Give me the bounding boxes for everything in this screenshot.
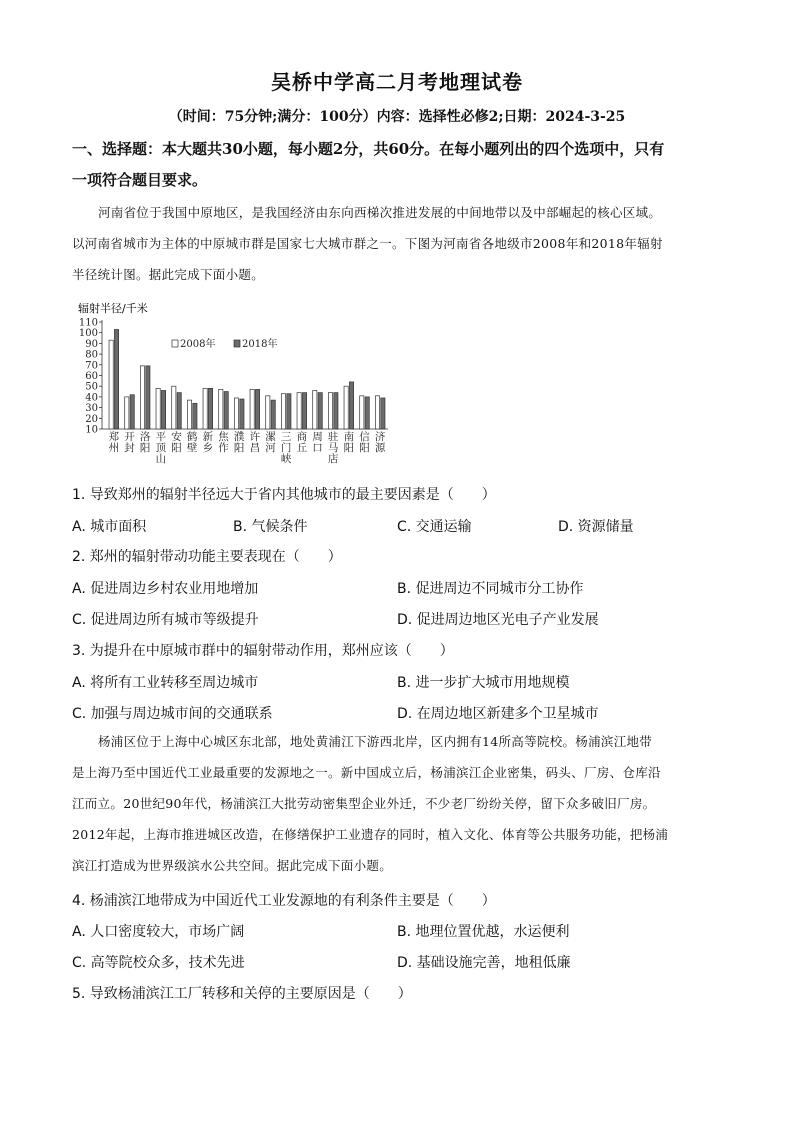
- question-1-stem: 1. 导致郑州的辐射半径远大于省内其他城市的最主要因素是（ ）: [72, 487, 496, 503]
- legend-swatch-0: [172, 340, 178, 347]
- question-3-option-d[interactable]: D. 在周边地区新建多个卫星城市: [397, 706, 599, 722]
- section-heading-line2: 一项符合题目要求。: [72, 171, 208, 189]
- x-tick-label-char: 新: [202, 431, 214, 443]
- bar-2018: [318, 393, 322, 429]
- bar-2018: [146, 366, 150, 429]
- bar-2018: [208, 388, 212, 429]
- bar-2018: [114, 329, 118, 429]
- question-2-option-c[interactable]: C. 促进周边所有城市等级提升: [72, 612, 259, 628]
- bar-2018: [130, 395, 134, 429]
- x-tick-label-char: 焦: [218, 431, 229, 443]
- bar-2008: [219, 389, 223, 429]
- bar-2008: [187, 400, 191, 429]
- passage2-line2: 是上海乃至中国近代工业最重要的发源地之一。新中国成立后，杨浦滨江企业密集，码头、厂房、仓库沿: [72, 765, 661, 780]
- x-tick-label-char: 鹤: [186, 431, 198, 443]
- exam-title: 吴桥中学高二月考地理试卷: [271, 70, 523, 94]
- bar-2008: [250, 389, 254, 429]
- x-tick-label-char: 峡: [280, 453, 292, 465]
- y-tick-label: 90: [85, 338, 98, 350]
- x-tick-label-char: 许: [249, 431, 261, 443]
- bar-2008: [125, 397, 129, 429]
- question-2-option-d[interactable]: D. 促进周边地区光电子产业发展: [397, 612, 599, 628]
- x-tick-label-char: 三: [280, 431, 292, 443]
- x-tick-label-char: 周: [312, 431, 323, 443]
- bar-2008: [297, 393, 301, 429]
- bar-2008: [375, 396, 379, 429]
- passage2-line3: 江而立。20世纪90年代，杨浦滨江大批劳动密集型企业外迁，不少老厂纷纷关停，留下众多破旧厂房。: [72, 796, 656, 811]
- chart-legend: [172, 337, 277, 350]
- x-tick-label-char: 马: [327, 442, 339, 454]
- x-tick-label-char: 山: [155, 453, 167, 465]
- bar-2018: [334, 393, 338, 429]
- question-2-stem: 2. 郑州的辐射带动功能主要表现在（ ）: [72, 549, 342, 565]
- x-tick-label-char: 驻: [327, 431, 339, 443]
- x-tick-label-char: 阳: [139, 442, 151, 454]
- legend-label-0: 2008年: [180, 339, 216, 350]
- bar-2008: [203, 388, 207, 429]
- question-1-option-b[interactable]: B. 气候条件: [233, 519, 308, 535]
- x-tick-label-char: 阳: [343, 442, 355, 454]
- exam-subtitle: （时间：75分钟;满分：100分）内容：选择性必修2;日期：2024-3-25: [168, 109, 626, 125]
- bar-2018: [161, 390, 165, 429]
- chart-x-labels: [109, 430, 386, 465]
- passage1-line1: [72, 197, 722, 228]
- x-tick-label-char: 济: [374, 431, 386, 443]
- bar-2008: [313, 390, 317, 429]
- bar-2008: [140, 366, 144, 429]
- x-tick-label-char: 漯: [265, 431, 276, 443]
- question-3-stem: 3. 为提升在中原城市群中的辐射带动作用，郑州应该（ ）: [72, 643, 454, 659]
- question-1-option-a[interactable]: A. 城市面积: [72, 519, 147, 535]
- x-tick-label-char: 开: [124, 431, 135, 443]
- x-tick-label-char: 南: [343, 431, 355, 443]
- x-tick-label-char: 州: [108, 442, 120, 454]
- x-tick-label-char: 商: [296, 431, 308, 443]
- y-tick-label: 80: [85, 349, 98, 361]
- bar-2008: [156, 388, 160, 429]
- passage2-line1: [72, 726, 722, 757]
- x-tick-label-char: 乡: [202, 442, 214, 454]
- x-tick-label-char: 作: [218, 442, 229, 454]
- y-tick-label: 60: [85, 371, 98, 382]
- x-tick-label-char: 源: [374, 442, 386, 454]
- x-tick-label-char: 丘: [296, 442, 308, 454]
- section-heading-line1: 一、选择题：本大题共30小题，每小题2分，共60分。在每小题列出的四个选项中，只有: [72, 140, 665, 158]
- x-tick-label-char: 郑: [108, 431, 120, 443]
- passage1-line1-text: 河南省位于我国中原地区，是我国经济由东向西梯次推进发展的中间地带以及中部崛起的核心区域。: [98, 205, 662, 220]
- legend-swatch-1: [234, 340, 240, 347]
- question-4-option-a[interactable]: A. 人口密度较大，市场广阔: [72, 924, 245, 940]
- y-tick-label: 10: [85, 424, 98, 436]
- bar-2008: [328, 393, 332, 429]
- question-2-option-b[interactable]: B. 促进周边不同城市分工协作: [397, 581, 584, 597]
- question-2-option-a[interactable]: A. 促进周边乡村农业用地增加: [72, 581, 259, 597]
- bar-2018: [365, 397, 369, 429]
- y-tick-label: 70: [85, 360, 98, 372]
- x-tick-label-char: 濮: [233, 431, 245, 443]
- bar-2008: [172, 386, 176, 429]
- x-tick-label-char: 河: [265, 442, 276, 454]
- bar-2018: [255, 389, 259, 429]
- x-tick-label-char: 阳: [359, 442, 370, 454]
- bar-2018: [240, 399, 244, 429]
- x-tick-label-char: 壁: [186, 442, 198, 454]
- bar-2008: [234, 398, 238, 429]
- bar-2018: [193, 403, 197, 429]
- y-tick-label: 110: [78, 317, 98, 329]
- question-3-option-c[interactable]: C. 加强与周边城市间的交通联系: [72, 706, 273, 722]
- passage1-line2: 以河南省城市为主体的中原城市群是国家七大城市群之一。下图为河南省各地级市2008年和2018年辐射: [72, 236, 663, 251]
- bar-2018: [287, 394, 291, 429]
- y-tick-label: 50: [85, 381, 98, 393]
- x-tick-label-char: 阳: [233, 442, 245, 454]
- question-5-stem: 5. 导致杨浦滨江工厂转移和关停的主要原因是（ ）: [72, 986, 412, 1002]
- passage2-line1-text: 杨浦区位于上海中心城区东北部，地处黄浦江下游西北岸，区内拥有14所高等院校。杨浦滨江地带: [98, 734, 653, 749]
- bar-2008: [109, 340, 113, 429]
- x-tick-label-char: 昌: [249, 442, 261, 454]
- bar-2018: [271, 400, 275, 429]
- question-4-option-b[interactable]: B. 地理位置优越，水运便利: [397, 924, 570, 940]
- x-tick-label-char: 门: [280, 442, 292, 454]
- y-tick-label: 100: [78, 328, 98, 340]
- x-tick-label-char: 封: [124, 442, 135, 454]
- bar-2018: [177, 393, 181, 429]
- passage2-line4: 2012年起，上海市推进城区改造，在修缮保护工业遗存的同时，植入文化、体育等公共服务功能，把杨浦: [72, 827, 669, 842]
- question-3-option-b[interactable]: B. 进一步扩大城市用地规模: [397, 675, 570, 691]
- bar-2008: [344, 386, 348, 429]
- bar-2018: [349, 382, 353, 429]
- question-1-option-c[interactable]: C. 交通运输: [397, 519, 472, 535]
- y-tick-label: 20: [85, 413, 98, 425]
- x-tick-label-char: 店: [327, 453, 339, 465]
- legend-label-1: 2018年: [242, 339, 278, 350]
- x-tick-label-char: 平: [155, 431, 167, 443]
- question-4-stem: 4. 杨浦滨江地带成为中国近代工业发源地的有利条件主要是（ ）: [72, 893, 496, 909]
- bar-2018: [302, 393, 306, 429]
- x-tick-label-char: 阳: [171, 442, 182, 454]
- x-tick-label-char: 信: [359, 431, 370, 443]
- bar-2008: [360, 396, 364, 429]
- x-tick-label-char: 安: [171, 431, 182, 443]
- bar-2008: [281, 394, 285, 429]
- y-tick-label: 30: [85, 403, 98, 415]
- y-tick-label: 40: [85, 392, 98, 404]
- x-tick-label-char: 顶: [155, 442, 167, 454]
- bar-2018: [224, 392, 228, 429]
- passage1-line3: 半径统计图。据此完成下面小题。: [72, 267, 265, 282]
- x-tick-label-char: 洛: [139, 431, 151, 443]
- chart-y-axis-label: 辐射半径/千米: [78, 302, 148, 315]
- question-4-option-d[interactable]: D. 基础设施完善，地租低廉: [397, 955, 571, 971]
- question-4-option-c[interactable]: C. 高等院校众多，技术先进: [72, 955, 245, 971]
- bar-2018: [381, 398, 385, 429]
- bar-2008: [266, 396, 270, 429]
- radiation-radius-chart: [72, 300, 402, 480]
- x-tick-label-char: 口: [312, 442, 323, 454]
- question-1-option-d[interactable]: D. 资源储量: [558, 519, 634, 535]
- passage2-line5: 滨江打造成为世界级滨水公共空间。据此完成下面小题。: [72, 858, 393, 873]
- question-3-option-a[interactable]: A. 将所有工业转移至周边城市: [72, 675, 259, 691]
